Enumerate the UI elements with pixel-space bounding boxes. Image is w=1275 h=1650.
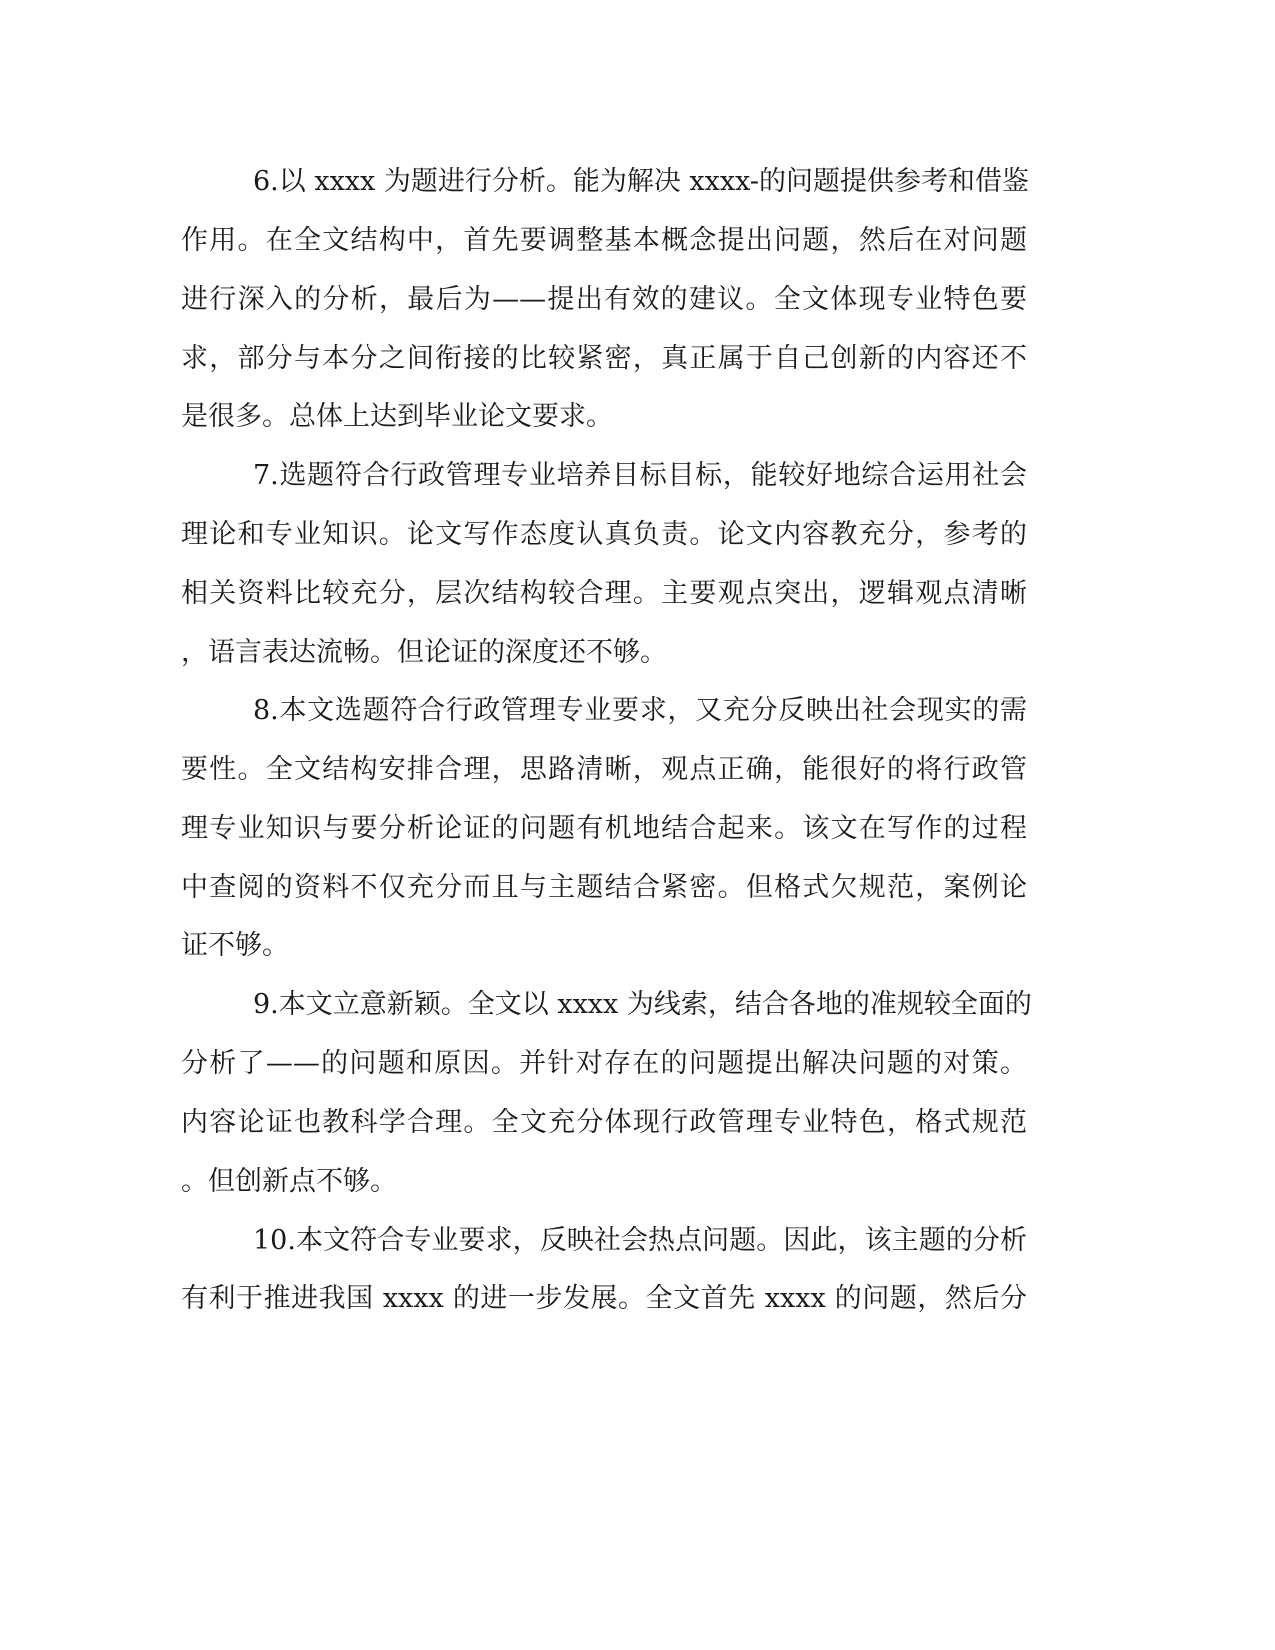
- paragraph-6-line-5: 是很多。总体上达到毕业论文要求。: [181, 401, 613, 432]
- paragraph-10-line-1: 10.本文符合专业要求，反映社会热点问题。因此，该主题的分析: [253, 1225, 1027, 1256]
- paragraph-7-line-2: 理论和专业知识。论文写作态度认真负责。论文内容教充分，参考的: [181, 519, 1027, 550]
- paragraph-6-line-1: 6.以 xxxx 为题进行分析。能为解决 xxxx-的问题提供参考和借鉴: [253, 166, 1029, 197]
- paragraph-8-line-1: 8.本文选题符合行政管理专业要求，又充分反映出社会现实的需: [253, 695, 1027, 726]
- paragraph-6-line-2: 作用。在全文结构中，首先要调整基本概念提出问题，然后在对问题: [181, 225, 1027, 256]
- paragraph-9-line-1: 9.本文立意新颖。全文以 xxxx 为线索，结合各地的准规较全面的: [253, 989, 1032, 1020]
- paragraph-7-line-1: 7.选题符合行政管理专业培养目标目标，能较好地综合运用社会: [253, 460, 1027, 491]
- paragraph-8-line-4: 中查阅的资料不仅充分而且与主题结合紧密。但格式欠规范，案例论: [181, 872, 1027, 903]
- paragraph-7-line-4: ，语言表达流畅。但论证的深度还不够。: [181, 637, 667, 668]
- paragraph-9-line-3: 内容论证也教科学合理。全文充分体现行政管理专业特色，格式规范: [181, 1107, 1027, 1138]
- paragraph-7-line-3: 相关资料比较充分，层次结构较合理。主要观点突出，逻辑观点清晰: [181, 578, 1027, 609]
- paragraph-6-line-4: 求，部分与本分之间衔接的比较紧密，真正属于自己创新的内容还不: [181, 343, 1027, 374]
- paragraph-8-line-3: 理专业知识与要分析论证的问题有机地结合起来。该文在写作的过程: [181, 813, 1027, 844]
- paragraph-9-line-4: 。但创新点不够。: [181, 1166, 397, 1197]
- paragraph-8-line-2: 要性。全文结构安排合理，思路清晰，观点正确，能很好的将行政管: [181, 754, 1027, 785]
- paragraph-10-line-2: 有利于推进我国 xxxx 的进一步发展。全文首先 xxxx 的问题，然后分: [181, 1283, 1027, 1314]
- paragraph-9-line-2: 分析了——的问题和原因。并针对存在的问题提出解决问题的对策。: [181, 1048, 1027, 1079]
- paragraph-8-line-5: 证不够。: [181, 930, 289, 961]
- paragraph-6-line-3: 进行深入的分析，最后为——提出有效的建议。全文体现专业特色要: [181, 284, 1027, 315]
